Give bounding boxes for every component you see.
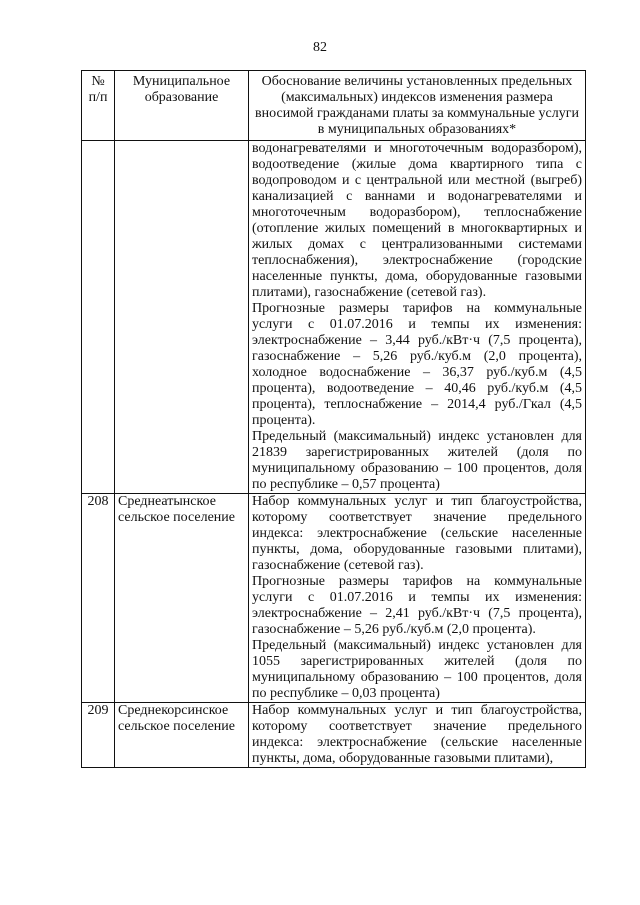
paragraph-tariffs: Прогнозные размеры тарифов на коммунальные услуги с 01.07.2016 и темпы их изменения: электроснабжение – 2,41 руб./кВт·ч (7,5 процента), газоснабжение – 5,26 руб./куб.м (2,0 процента). — [252, 574, 582, 637]
row-number — [82, 141, 115, 494]
paragraph-index: Предельный (максимальный) индекс установлен для 1055 зарегистрированных жителей (доля по муниципальному образованию – 100 процентов, доля по республике – 0,03 процента) — [252, 638, 582, 701]
paragraph-services: водонагревателями и многоточечным водоразбором), водоотведение (жилые дома квартирного типа с водопроводом и с центральной или местной (выгреб) канализацией с ваннами и водонагревателями и многоточечным водоразбором), теплоснабжение (отопление жилых помещений в многоквартирных и жилых домах с централизованными системами теплоснабжения), электроснабжение (городские населенные пункты, дома, оборудованные газовыми плитами), газоснабжение (сетевой газ). — [252, 141, 582, 300]
table-row — [82, 703, 586, 768]
municipal-index-table — [81, 70, 586, 768]
municipality-name: Среднекорсинское сельское поселение — [115, 703, 249, 768]
municipality-name — [115, 141, 249, 494]
table-row — [82, 141, 586, 494]
paragraph-services: Набор коммунальных услуг и тип благоустройства, которому соответствует значение предельного индекса: электроснабжение (сельские населенные пункты, дома, оборудованные газовыми плитами), — [252, 703, 582, 766]
justification-cell — [249, 141, 586, 494]
paragraph-tariffs: Прогнозные размеры тарифов на коммунальные услуги с 01.07.2016 и темпы их изменения: электроснабжение – 3,44 руб./кВт·ч (7,5 процента), газоснабжение – 5,26 руб./куб.м (2,0 процента), холодное водоснабжение – 36,37 руб./куб.м (4,5 процента), водоотведение – 40,46 руб./куб.м (4,5 процента), теплоснабжение – 2014,4 руб./Гкал (4,5 процента). — [252, 301, 582, 428]
header-justification: Обоснование величины установленных предельных (максимальных) индексов изменения размера вносимой гражданами платы за коммунальные услуги в муниципальных образованиях* — [249, 71, 586, 141]
header-municipality: Муниципальное образование — [115, 71, 249, 141]
page-number: 82 — [313, 40, 327, 55]
justification-cell — [249, 494, 586, 703]
row-number: 208 — [82, 494, 115, 703]
municipality-name: Среднеатынское сельское поселение — [115, 494, 249, 703]
paragraph-services: Набор коммунальных услуг и тип благоустройства, которому соответствует значение предельного индекса: электроснабжение (сельские населенные пункты, дома, оборудованные газовыми плитами), газоснабжение (сетевой газ). — [252, 494, 582, 573]
justification-cell — [249, 703, 586, 768]
paragraph-index: Предельный (максимальный) индекс установлен для 21839 зарегистрированных жителей (доля по муниципальному образованию – 100 процентов, доля по республике – 0,57 процента) — [252, 429, 582, 492]
header-num: № п/п — [82, 71, 115, 141]
table-row — [82, 494, 586, 703]
table-header-row — [82, 71, 586, 141]
row-number: 209 — [82, 703, 115, 768]
